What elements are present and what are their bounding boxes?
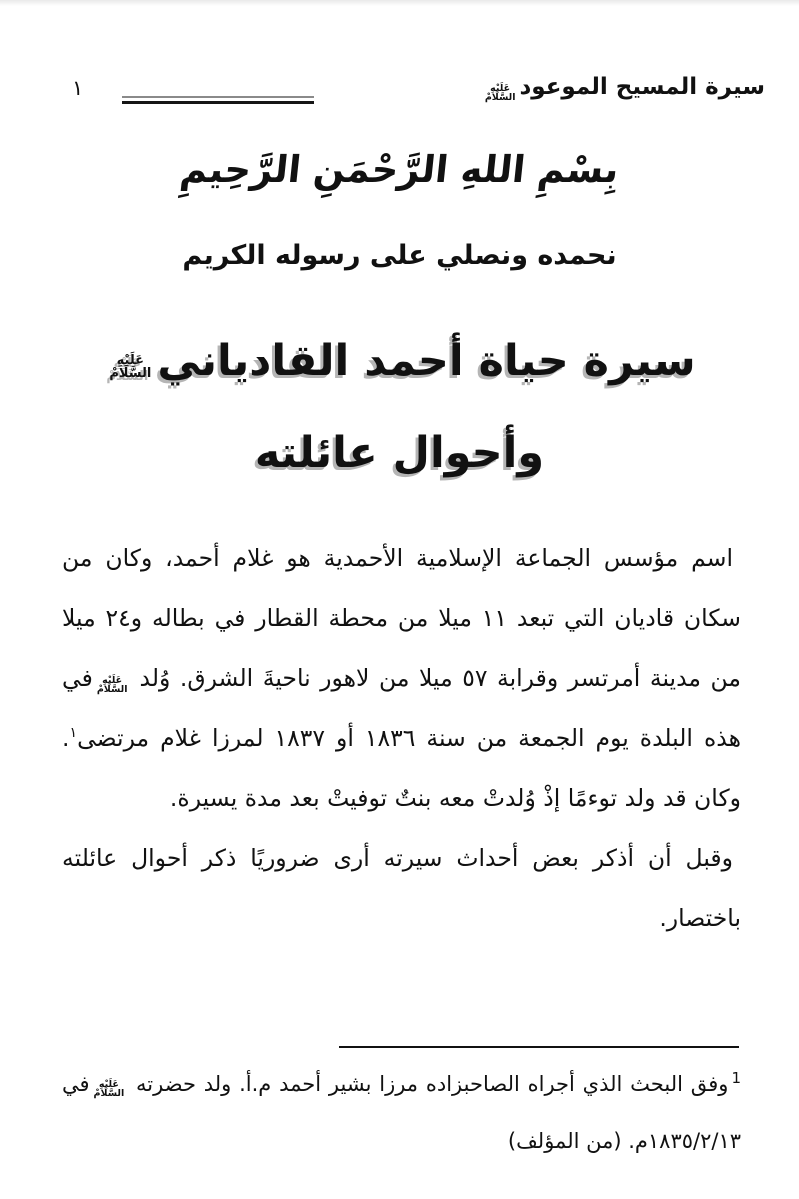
para1-part2: في هذه البلدة يوم الجمعة من سنة ١٨٣٦ أو ١٨٣٧ لمرزا غلام مرتضى (62, 664, 741, 752)
running-title (481, 74, 765, 103)
footnote-reference: ١ (69, 725, 78, 742)
main-title-line2: وأحوال عائلته (254, 428, 545, 478)
footnote-marker: 1 (731, 1069, 741, 1087)
main-title-line1 (0, 336, 799, 386)
para1-part1: اسم مؤسس الجماعة الإسلامية الأحمدية هو غلام أحمد، وكان من سكان قاديان التي تبعد ١١ ميلا من محطة القطار في بطاله و٢٤ ميلا من مدينة أمرتسر وقرابة ٥٧ ميلا من لاهور ناحيةَ الشرق. وُلد (62, 544, 742, 692)
alayhi-salam-ligature: عَلَيْهِ السَّلَامْ (484, 83, 516, 103)
header-double-rule (122, 96, 314, 104)
para1-part3: . وكان قد ولد توءمًا إذْ وُلدتْ معه بنتٌ توفيتْ بعد مدة يسيرة. (62, 724, 741, 812)
bismillah-calligraphy: بِسْمِ اللهِ الرَّحْمَنِ الرَّحِيمِ (178, 148, 621, 191)
running-title-text: سيرة المسيح الموعود (519, 74, 765, 100)
paragraph-2: وقبل أن أذكر بعض أحداث سيرته أرى ضروريًا ذكر أحوال عائلته باختصار. (62, 844, 741, 932)
paragraph-1 (62, 528, 741, 828)
footnote-part2: في ١٨٣٥/٢/١٣م. (من المؤلف) (62, 1072, 741, 1153)
page-header (0, 72, 799, 124)
page-number: ١ (72, 76, 84, 100)
alayhi-salam-ligature: عَلَيْهِ السَّلَامْ (109, 353, 152, 381)
alayhi-salam-ligature: عَلَيْهِ السَّلَامْ (96, 675, 128, 695)
main-title-text: سيرة حياة أحمد القادياني (157, 336, 696, 386)
tahmid-line: نحمده ونصلي على رسوله الكريم (182, 240, 617, 271)
footnote-part1: وفق البحث الذي أجراه الصاحبزاده مرزا بشير أحمد م.أ. ولد حضرته (136, 1072, 729, 1096)
alayhi-salam-ligature: عَلَيْهِ السَّلَامْ (93, 1079, 125, 1099)
body-text (62, 528, 741, 948)
footnote-block (62, 1056, 741, 1170)
footnote-separator-rule (339, 1046, 739, 1048)
